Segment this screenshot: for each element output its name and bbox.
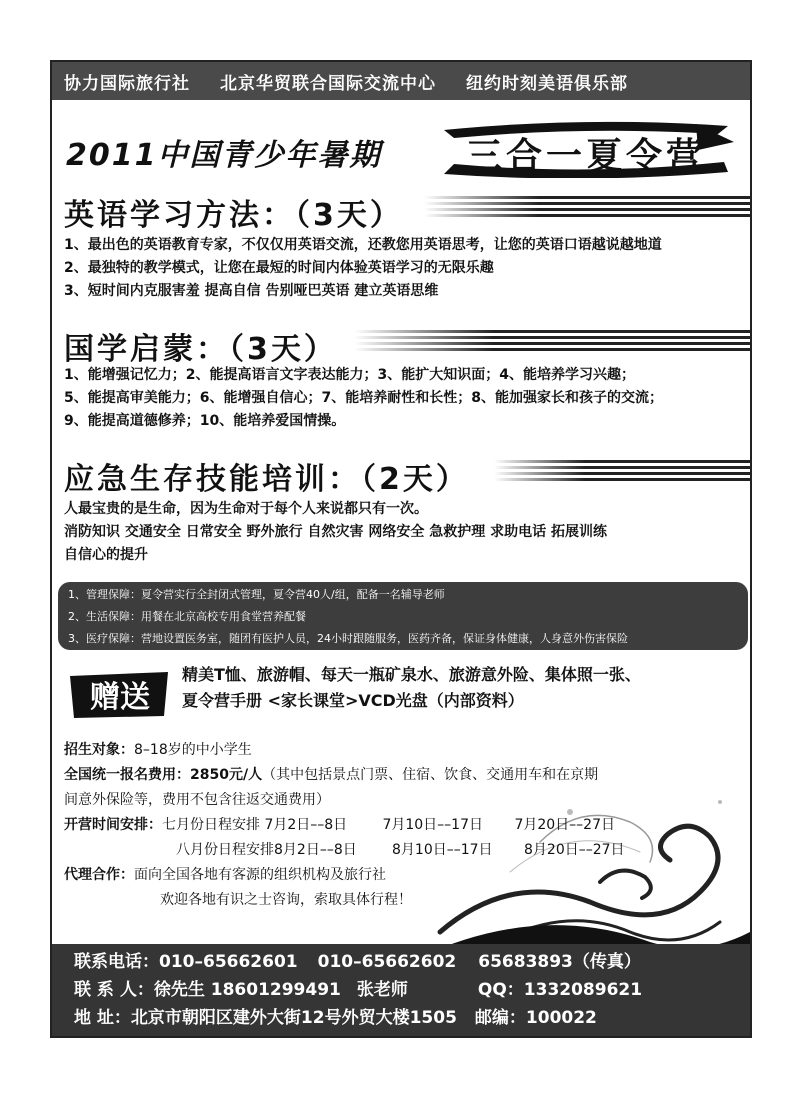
section-english-title: 英语学习方法：（3天） xyxy=(64,198,403,233)
agent-line-2: 欢迎各地有识之士咨询，索取具体行程！ xyxy=(160,892,412,908)
person-label: 联 系 人： xyxy=(74,980,154,1000)
list-item: 5、能提高审美能力；6、能增强自信心；7、能培养耐性和长性；8、能加强家长和孩子的交流； xyxy=(64,390,663,406)
fee-note-row xyxy=(64,788,744,813)
fee-row xyxy=(64,763,744,788)
guarantees-box xyxy=(58,582,748,650)
heading-stripes xyxy=(424,196,752,220)
guarantee-item: 1、管理保障：夏令营实行全封闭式管理，夏令营40人/组，配备一名辅导老师 xyxy=(68,588,445,601)
section-guoxue-list xyxy=(64,364,744,433)
section-english-list xyxy=(64,234,744,303)
guarantee-item: 3、医疗保障：营地设置医务室，随团有医护人员，24小时跟随服务，医药齐备，保证身体健康，人身意外伤害保险 xyxy=(68,632,628,645)
address-label: 地 址： xyxy=(74,1008,131,1028)
section-guoxue-title: 国学启蒙：（3天） xyxy=(64,332,337,367)
title-right: 三合一夏令营 xyxy=(466,136,707,177)
address: 北京市朝阳区建外大街12号外贸大楼1505 xyxy=(130,1008,457,1028)
organizer-3: 纽约时刻美语俱乐部 xyxy=(466,73,628,94)
flyer-frame xyxy=(50,60,752,1038)
fee-label: 全国统一报名费用： xyxy=(64,767,190,783)
phone-label: 联系电话： xyxy=(74,952,159,972)
gift-badge-text: 赠送 xyxy=(90,680,150,715)
agent-row xyxy=(64,863,744,888)
heading-stripes xyxy=(494,460,752,484)
july-session-2: 7月10日––17日 xyxy=(382,817,483,833)
list-item: 1、能增强记忆力；2、能提高语言文字表达能力；3、能扩大知识面；4、能培养学习兴趣； xyxy=(64,367,635,383)
title-banner xyxy=(66,120,746,180)
gift-list xyxy=(182,662,742,714)
list-item: 消防知识 交通安全 日常安全 野外旅行 自然灾害 网络安全 急救护理 求助电话 拓展训练 xyxy=(64,524,607,540)
guarantee-item: 2、生活保障：用餐在北京高校专用食堂营养配餐 xyxy=(68,610,306,623)
list-item: 自信心的提升 xyxy=(64,547,148,563)
organizer-bar xyxy=(52,62,750,100)
list-item: 1、最出色的英语教育专家，不仅仅用英语交流，还教您用英语思考，让您的英语口语越说越地道 xyxy=(64,237,662,253)
fee-note-1: （其中包括景点门票、住宿、饮食、交通用车和在京期 xyxy=(262,767,599,783)
section-guoxue-heading xyxy=(64,324,752,366)
list-item: 人最宝贵的是生命，因为生命对于每个人来说都只有一次。 xyxy=(64,501,428,517)
section-english-heading xyxy=(64,190,752,232)
postcode: 邮编：100022 xyxy=(474,1008,597,1028)
gift-line-1: 精美T恤、旅游帽、每天一瓶矿泉水、旅游意外险、集体照一张、 xyxy=(182,665,641,684)
phone-row xyxy=(74,948,750,976)
section-survival-heading xyxy=(64,454,752,496)
phone-2[interactable]: 010–65662602 xyxy=(317,952,457,972)
organizer-2: 北京华贸联合国际交流中心 xyxy=(220,73,436,94)
schedule-row-july xyxy=(64,813,744,838)
person-row xyxy=(74,976,750,1004)
agent-row-2 xyxy=(64,888,744,913)
organizer-1: 协力国际旅行社 xyxy=(64,73,190,94)
agent-label: 代理合作： xyxy=(64,867,134,883)
person-1: 徐先生 18601299491 xyxy=(153,980,341,1000)
title-left: 2011中国青少年暑期 xyxy=(66,138,382,173)
gift-line-2: 夏令营手册 <家长课堂>VCD光盘（内部资料） xyxy=(182,691,524,710)
contact-bar xyxy=(52,944,750,1036)
qq: QQ：1332089621 xyxy=(477,980,643,1000)
fee-note-2: 间意外保险等，费用不包含往返交通费用） xyxy=(64,792,330,808)
aug-session-1: 8月2日––8日 xyxy=(274,842,357,858)
target-value: 8–18岁的中小学生 xyxy=(134,742,252,758)
fee-value: 2850元/人 xyxy=(190,767,263,783)
section-survival-list xyxy=(64,498,744,567)
address-row xyxy=(74,1004,750,1032)
list-item: 3、短时间内克服害羞 提高自信 告别哑巴英语 建立英语思维 xyxy=(64,283,439,299)
enrollment-info xyxy=(64,738,744,913)
july-label: 七月份日程安排 xyxy=(162,817,260,833)
gift-badge xyxy=(68,670,172,720)
phone-1[interactable]: 010–65662601 xyxy=(159,952,298,972)
fax: 65683893（传真） xyxy=(478,952,641,972)
july-session-1: 7月2日––8日 xyxy=(264,817,348,833)
aug-label: 八月份日程安排 xyxy=(176,842,274,858)
heading-stripes xyxy=(354,330,752,354)
schedule-label: 开营时间安排： xyxy=(64,817,162,833)
list-item: 2、最独特的教学模式，让您在最短的时间内体验英语学习的无限乐趣 xyxy=(64,260,494,276)
aug-session-2: 8月10日––17日 xyxy=(392,842,493,858)
july-session-3: 7月20日––27日 xyxy=(514,817,615,833)
target-row xyxy=(64,738,744,763)
section-survival-title: 应急生存技能培训：（2天） xyxy=(64,462,469,497)
agent-line-1: 面向全国各地有客源的组织机构及旅行社 xyxy=(134,867,386,883)
list-item: 9、能提高道德修养；10、能培养爱国情操。 xyxy=(64,413,346,429)
schedule-row-aug xyxy=(64,838,744,863)
aug-session-3: 8月20日––27日 xyxy=(524,842,625,858)
target-label: 招生对象： xyxy=(64,742,134,758)
person-2: 张老师 xyxy=(356,980,408,1000)
